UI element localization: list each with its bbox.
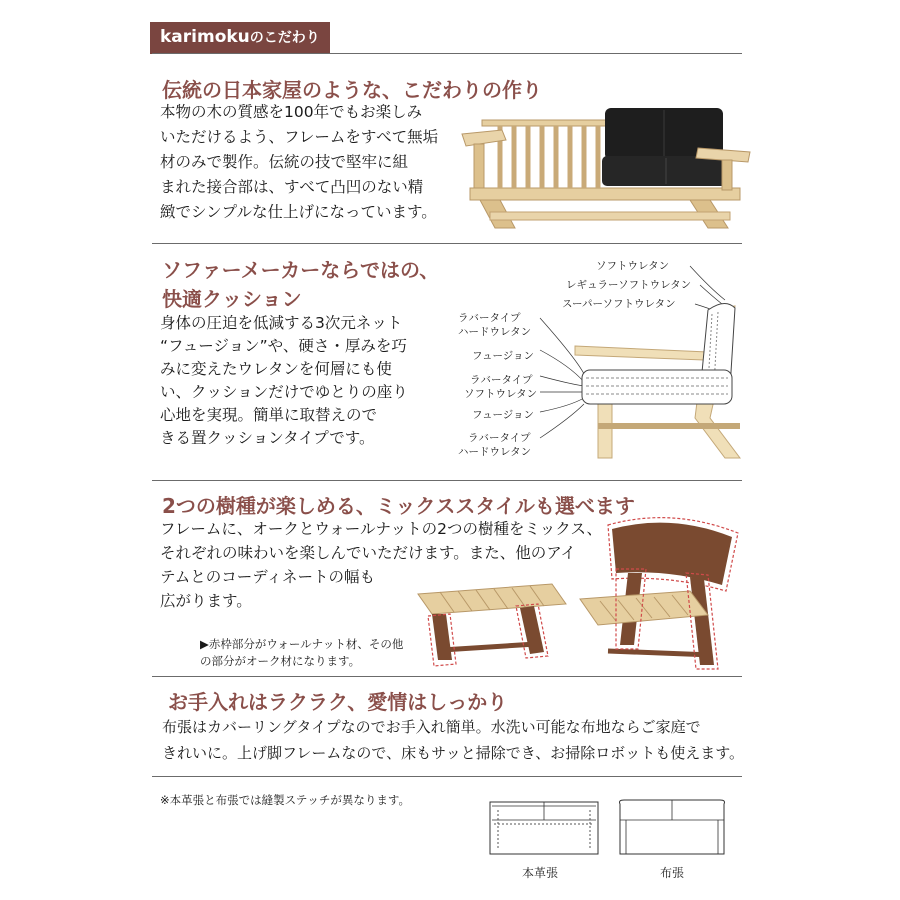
- section2-heading-line: ソファーメーカーならではの、: [162, 258, 440, 282]
- section3-line: テムとのコーディネートの幅も: [160, 568, 375, 586]
- divider: [152, 676, 742, 677]
- label-hard-urethane-2: ハードウレタン: [458, 446, 532, 458]
- label-rubber-type-2: ラバータイプ: [470, 374, 533, 386]
- fabric-label: 布張: [660, 866, 685, 880]
- section2-body: [160, 312, 408, 450]
- brand-suffix: のこだわり: [249, 30, 320, 46]
- label-rubber-type-1: ラバータイプ: [458, 312, 521, 324]
- section1-body: [160, 100, 438, 225]
- section2-line: い、クッションだけでゆとりの座り: [160, 383, 408, 401]
- section1-line: いただけるよう、フレームをすべて無垢: [160, 128, 439, 146]
- section2-line: “フュージョン”や、硬さ・厚みを巧: [160, 337, 407, 355]
- fabric-sofa-stitch-diagram: [612, 796, 732, 858]
- divider: [152, 776, 742, 777]
- label-fusion-1: フュージョン: [472, 350, 535, 362]
- divider: [152, 243, 742, 244]
- section4-body: [162, 714, 744, 766]
- leather-label: 本革張: [522, 866, 559, 880]
- label-rubber-type-3: ラバータイプ: [468, 432, 531, 444]
- cushion-cross-section: [540, 258, 750, 458]
- brand-header: [150, 22, 330, 54]
- section1-line: 本物の木の質感を100年でもお楽しみ: [160, 103, 423, 121]
- section4-line: 布張はカバーリングタイプなのでお手入れ簡単。水洗い可能な布地ならご家庭で: [162, 718, 701, 736]
- section3-note: [200, 636, 403, 670]
- section3-note-line: ▶赤枠部分がウォールナット材、その他: [200, 637, 404, 651]
- section1-heading: 伝統の日本家屋のような、こだわりの作り: [162, 78, 542, 102]
- section2-heading: [162, 256, 439, 314]
- footer-note: ※本革張と布張では縫製ステッチが異なります。: [160, 793, 410, 807]
- label-super-soft-urethane: スーパーソフトウレタン: [562, 298, 676, 310]
- bench-illustration: [412, 578, 572, 668]
- brand-name: karimoku: [160, 27, 250, 47]
- divider: [152, 53, 742, 54]
- section1-line: まれた接合部は、すべて凸凹のない精: [160, 178, 424, 196]
- sofa-illustration: [460, 100, 760, 240]
- section3-line: 広がります。: [160, 592, 252, 610]
- leather-sofa-stitch-diagram: [484, 796, 604, 858]
- section1-line: 緻でシンプルな仕上げになっています。: [160, 203, 437, 221]
- section3-heading: 2つの樹種が楽しめる、ミックススタイルも選べます: [162, 494, 635, 518]
- divider: [152, 480, 742, 481]
- section3-line: フレームに、オークとウォールナットの2つの樹種をミックス、: [160, 520, 603, 538]
- section2-line: 心地を実現。簡単に取替えので: [160, 406, 378, 424]
- label-hard-urethane-1: ハードウレタン: [458, 326, 532, 338]
- section2-line: 身体の圧迫を低減する3次元ネット: [160, 314, 403, 332]
- section2-line: みに変えたウレタンを何層にも使: [160, 360, 392, 378]
- label-soft-urethane: ソフトウレタン: [596, 260, 670, 272]
- section2-heading-line: 快適クッション: [162, 287, 302, 311]
- section3-line: それぞれの味わいを楽しんでいただけます。また、他のアイ: [160, 544, 576, 562]
- section3-note-line: の部分がオーク材になります。: [200, 654, 361, 668]
- label-regular-soft-urethane: レギュラーソフトウレタン: [566, 279, 692, 291]
- label-fusion-2: フュージョン: [472, 409, 535, 421]
- label-soft-urethane-2: ソフトウレタン: [464, 388, 538, 400]
- section2-line: きる置クッションタイプです。: [160, 429, 375, 447]
- mixed-chair-illustration: [572, 515, 752, 675]
- section4-line: きれいに。上げ脚フレームなので、床もサッと掃除でき、お掃除ロボットも使えます。: [162, 744, 745, 762]
- section4-heading: お手入れはラクラク、愛情はしっかり: [168, 690, 508, 714]
- section1-line: 材のみで製作。伝統の技で堅牢に組: [160, 153, 409, 171]
